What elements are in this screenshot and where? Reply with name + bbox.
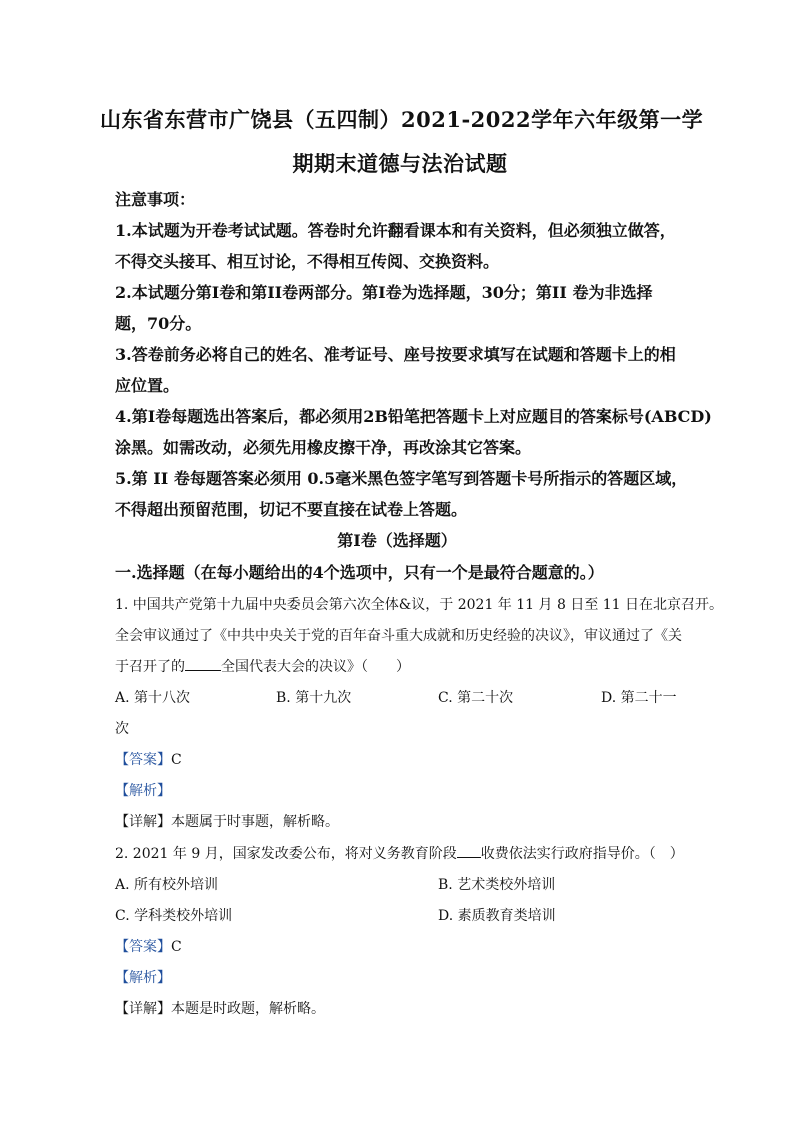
answer-tag: 【答案】 <box>115 939 171 955</box>
section-heading: 一.选择题（在每小题给出的4个选项中，只有一个是最符合题意的。） <box>115 563 604 582</box>
question-1-option-d: D. 第二十一 <box>601 690 677 706</box>
detail-text: 本题是时政题，解析略。 <box>171 1001 325 1017</box>
exam-title-line-1: 山东省东营市广饶县（五四制）2021-2022学年六年级第一学 <box>100 107 704 132</box>
detail-text: 本题属于时事题，解析略。 <box>171 814 339 830</box>
question-2-blank <box>457 845 481 858</box>
notice-line-3: 2.本试题分第Ⅰ卷和第II卷两部分。第Ⅰ卷为选择题，30分；第II 卷为非选择 <box>115 283 653 302</box>
notice-line-5: 3.答卷前务必将自己的姓名、准考证号、座号按要求填写在试题和答题卡上的相 <box>115 345 676 364</box>
question-1-text-a: 于召开了的 <box>115 659 185 675</box>
notice-line-6: 应位置。 <box>115 376 180 395</box>
detail-tag: 【详解】 <box>115 814 171 830</box>
question-2-text-b: 收费依法实行政府指导价。（ ） <box>480 846 684 862</box>
question-1-option-a: A. 第十八次 <box>115 690 191 706</box>
notice-line-9: 5.第 II 卷每题答案必须用 0.5毫米黑色签字笔写到答题卡号所指示的答题区域， <box>115 469 688 488</box>
notice-line-4: 题，70分。 <box>115 314 202 333</box>
question-2-line-1 <box>115 843 684 863</box>
question-2-detail <box>115 998 325 1018</box>
question-1-blank <box>185 658 221 671</box>
question-2-text-a: 2. 2021 年 9 月，国家发改委公布，将对义务教育阶段 <box>115 846 457 862</box>
question-2-option-c: C. 学科类校外培训 <box>115 908 233 924</box>
question-1-line-1: 1. 中国共产党第十九届中央委员会第六次全体&议，于 2021 年 11 月 8 日至 11 日在北京召开。 <box>115 597 724 613</box>
answer-value: C <box>171 939 182 955</box>
question-1-option-c: C. 第二十次 <box>438 690 514 706</box>
question-1-option-d-wrap: 次 <box>115 721 129 737</box>
answer-value: C <box>171 752 182 768</box>
exam-title-line-2: 期期末道德与法治试题 <box>292 151 508 176</box>
question-2-answer <box>115 936 182 956</box>
notice-line-8: 涂黑。如需改动，必须先用橡皮擦干净，再改涂其它答案。 <box>115 438 532 457</box>
question-1-option-b: B. 第十九次 <box>276 690 352 706</box>
question-1-analysis-tag: 【解析】 <box>115 783 171 799</box>
question-1-line-2: 全会审议通过了《中共中央关于党的百年奋斗重大成就和历史经验的决议》，审议通过了《关 <box>115 628 682 644</box>
question-1-detail <box>115 811 339 831</box>
question-1-answer <box>115 749 182 769</box>
notice-line-1: 1.本试题为开卷考试试题。答卷时允许翻看课本和有关资料，但必须独立做答， <box>115 221 676 240</box>
notice-line-10: 不得超出预留范围，切记不要直接在试卷上答题。 <box>115 500 468 519</box>
question-1-text-b: 全国代表大会的决议》（ ） <box>221 659 410 675</box>
question-2-option-b: B. 艺术类校外培训 <box>438 877 556 893</box>
notice-line-2: 不得交头接耳、相互讨论，不得相互传阅、交换资料。 <box>115 252 500 271</box>
section-title: 第Ⅰ卷（选择题） <box>337 531 457 550</box>
answer-tag: 【答案】 <box>115 752 171 768</box>
notice-line-7: 4.第Ⅰ卷每题选出答案后，都必须用2B铅笔把答题卡上对应题目的答案标号(ABCD) <box>115 407 712 426</box>
notice-heading: 注意事项： <box>115 190 196 209</box>
question-1-line-3 <box>115 656 410 676</box>
detail-tag: 【详解】 <box>115 1001 171 1017</box>
question-2-analysis-tag: 【解析】 <box>115 970 171 986</box>
question-2-option-a: A. 所有校外培训 <box>115 877 219 893</box>
question-2-option-d: D. 素质教育类培训 <box>438 908 556 924</box>
